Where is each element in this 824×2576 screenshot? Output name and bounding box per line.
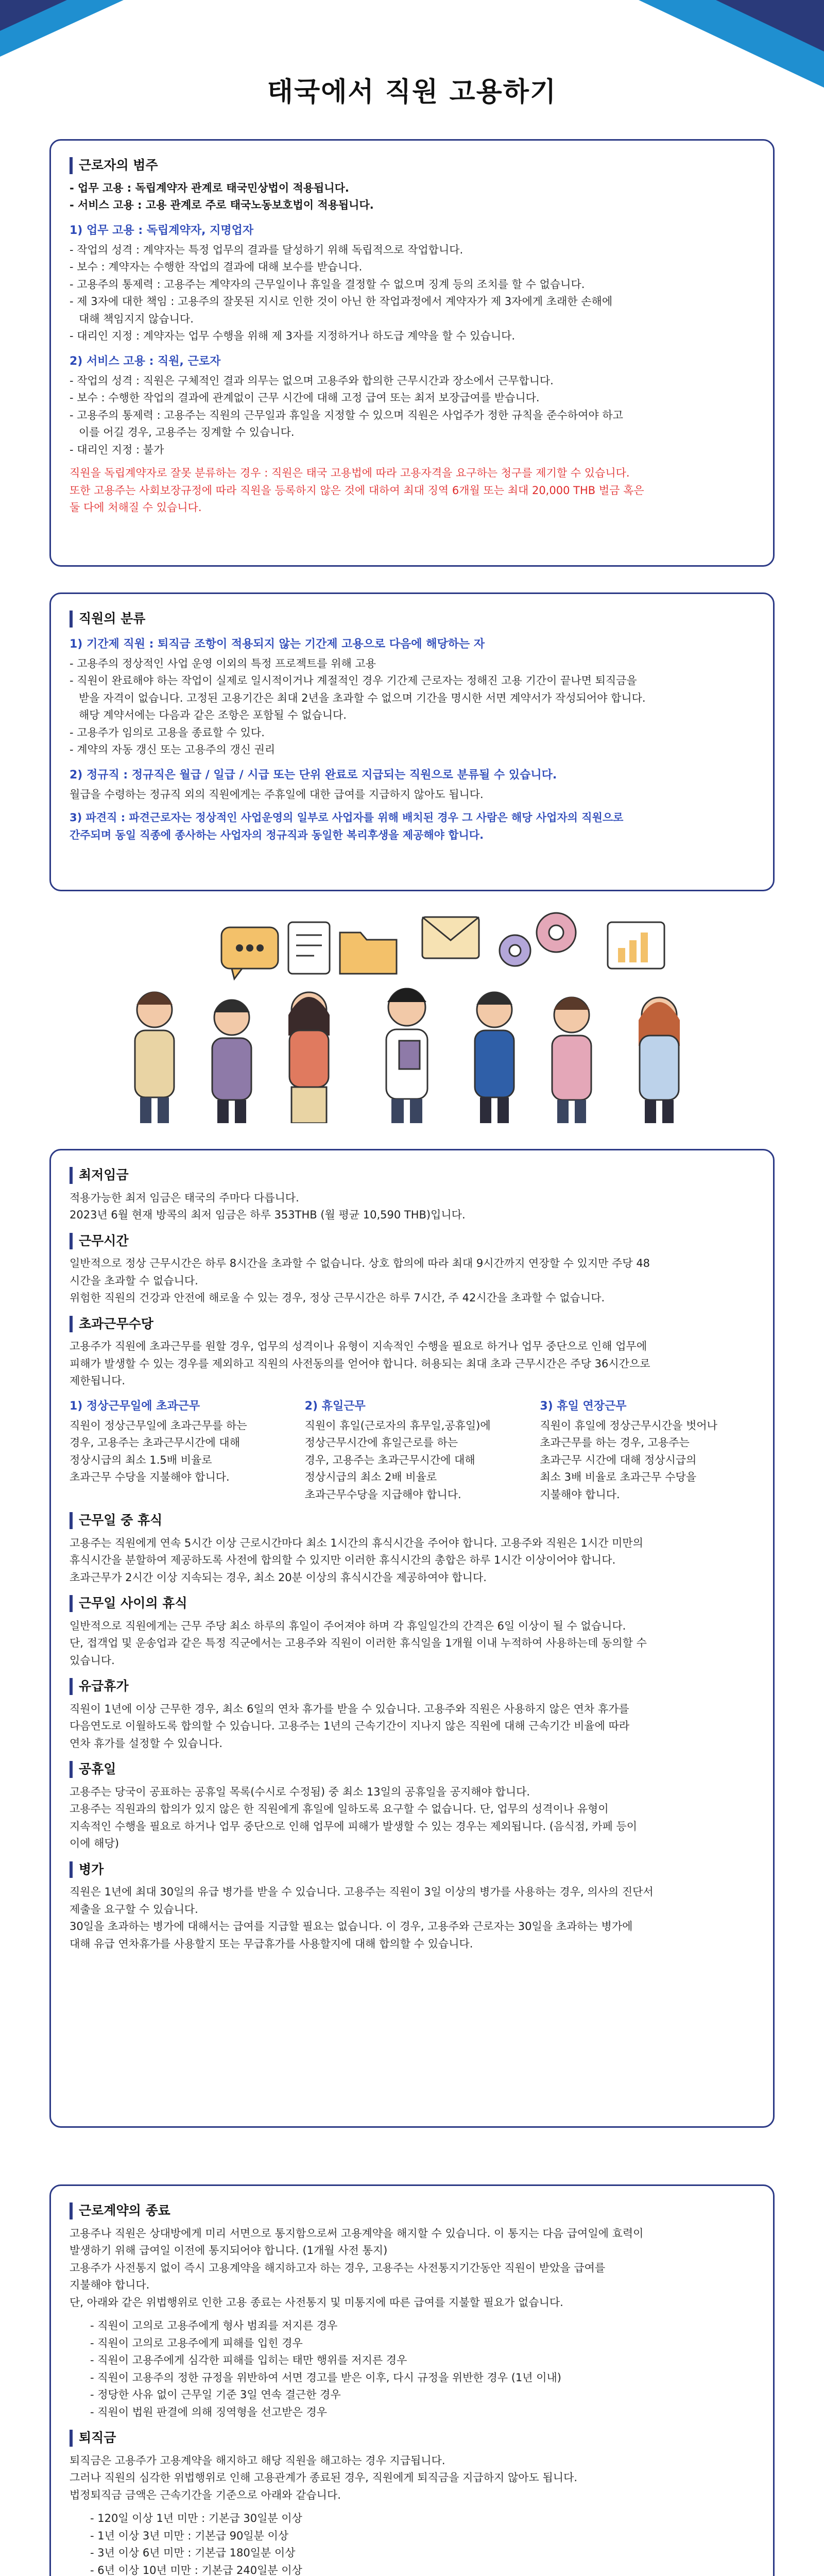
scope-intro-2: - 서비스 고용 : 고용 관계로 주로 태국노동보호법이 적용됩니다.	[70, 199, 374, 211]
severance-table	[70, 2511, 754, 2576]
list-item: - 3년 이상 6년 미만 : 기본급 180일분 이상	[90, 2547, 296, 2559]
text-line: 제출을 요구할 수 있습니다.	[70, 1903, 198, 1916]
text-line: 정상근무시간에 휴일근로를 하는	[304, 1436, 458, 1449]
list-item: - 고용주가 임의로 고용을 종료할 수 있다.	[70, 726, 265, 739]
text-line: 정상시급의 최소 2배 비율로	[304, 1471, 437, 1483]
misconduct-list	[70, 2318, 754, 2420]
text-line: 고용주는 직원과의 합의가 있지 않은 한 직원에게 휴일에 일하도록 요구할 수 없습니다. 단, 업무의 성격이나 유형이	[70, 1803, 609, 1815]
scope-heading: 근로자의 범주	[70, 157, 754, 174]
text-line: 피해가 발생할 수 있는 경우를 제외하고 직원의 사전동의를 얻어야 합니다. 허용되는 최대 초과 근무시간은 주당 36시간으로	[70, 1357, 650, 1370]
text-line: 지불해야 합니다.	[70, 2279, 150, 2291]
text-line: 다음연도로 이월하도록 합의할 수 있습니다. 고용주는 1년의 근속기간이 지나지 않은 직원에 대해 근속기간 비율에 따라	[70, 1720, 630, 1732]
list-item: - 6년 이상 10년 미만 : 기본급 240일분 이상	[90, 2564, 302, 2576]
text-line: 초과근무가 2시간 이상 지속되는 경우, 최소 20분 이상의 휴식시간을 제공하여야 합니다.	[70, 1571, 487, 1584]
break-heading: 근무일 중 휴식	[70, 1512, 754, 1529]
text-line: 초과근무를 하는 경우, 고용주는	[540, 1436, 690, 1449]
person-figure	[475, 992, 514, 1123]
person-figure	[639, 997, 680, 1123]
dispatch-line-2: 간주되며 동일 직종에 종사하는 사업자의 정규직과 동일한 복리후생을 제공해야 합니다.	[70, 828, 484, 841]
text-line: 휴식시간을 분할하여 제공하도록 사전에 합의할 수 있지만 이러한 휴식시간의 총합은 하루 1시간 이상이어야 합니다.	[70, 1554, 616, 1566]
gear-icon-large	[537, 913, 576, 952]
text-line: 경우, 고용주는 초과근무시간에 대해	[304, 1453, 475, 1466]
work-employment-heading: 1) 업무 고용 : 독립계약자, 지명업자	[70, 224, 254, 237]
overtime-columns	[70, 1398, 754, 1504]
service-employment-heading: 2) 서비스 고용 : 직원, 근로자	[70, 354, 221, 368]
text-line: 초과근무 수당을 지불해야 합니다.	[70, 1471, 230, 1483]
classification-box	[49, 592, 775, 891]
text-line: 퇴직금은 고용주가 고용계약을 해지하고 해당 직원을 해고하는 경우 지급됩니다.	[70, 2454, 445, 2467]
text-line: 직원이 정상근무일에 초과근무를 하는	[70, 1419, 247, 1432]
classification-heading: 직원의 분류	[70, 611, 754, 628]
folder-icon	[340, 933, 397, 974]
list-item: - 계약의 자동 갱신 또는 고용주의 갱신 권리	[70, 743, 276, 756]
text-line: 직원이 휴일에 정상근무시간을 벗어나	[540, 1419, 717, 1432]
text-line: 발생하기 위해 급여일 이전에 통지되어야 합니다. (1개월 사전 통지)	[70, 2244, 388, 2257]
text-line: 최소 3배 비율로 초과근무 수당을	[540, 1471, 697, 1483]
list-item: - 고용주의 정상적인 사업 운영 이외의 특정 프로젝트를 위해 고용	[70, 657, 376, 670]
text-line: 적용가능한 최저 임금은 태국의 주마다 다릅니다.	[70, 1191, 299, 1204]
text-line: 2023년 6월 현재 방콕의 최저 임금은 하루 353THB (월 평균 10,590 THB)입니다.	[70, 1209, 466, 1221]
list-item: - 정당한 사유 없이 근무일 기준 3일 연속 결근한 경우	[90, 2388, 341, 2401]
text-line: 지불해야 합니다.	[540, 1488, 620, 1501]
list-item: - 보수 : 수행한 작업의 결과에 관계없이 근무 시간에 대해 고정 급여 또는 최저 보장급여를 받습니다.	[70, 392, 540, 404]
text-line: 고용주나 직원은 상대방에게 미리 서면으로 통지함으로써 고용계약을 해지할 수 있습니다. 이 통지는 다음 급여일에 효력이	[70, 2227, 644, 2240]
text-line: 직원이 1년에 이상 근무한 경우, 최소 6일의 연차 휴가를 받을 수 있습니다. 고용주와 직원은 사용하지 않은 연차 휴가를	[70, 1702, 629, 1715]
minwage-heading: 최저임금	[70, 1167, 754, 1184]
sick-leave-heading: 병가	[70, 1861, 754, 1878]
text-line: 위험한 직원의 건강과 안전에 해로울 수 있는 경우, 정상 근무시간은 하루 7시간, 주 42시간을 초과할 수 없습니다.	[70, 1292, 605, 1304]
text-line: 연차 휴가를 설정할 수 있습니다.	[70, 1737, 223, 1750]
text-line: 대해 유급 연차휴가를 사용할지 또는 무급휴가를 사용할지에 대해 합의할 수 있습니다.	[70, 1937, 473, 1950]
list-item: 받을 자격이 없습니다. 고정된 고용기간은 최대 2년을 초과할 수 없으며 기간을 명시한 서면 계약서가 작성되어야 합니다.	[79, 691, 646, 704]
column-heading: 3) 휴일 연장근무	[540, 1399, 627, 1413]
text-line: 지속적인 수행을 필요로 하거나 업무 중단으로 인해 업무에 피해가 발생할 수 있는 경우는 제외됩니다. (음식점, 카페 등이	[70, 1820, 638, 1833]
text-line: 법정퇴직금 금액은 근속기간을 기준으로 아래와 같습니다.	[70, 2488, 341, 2501]
text-line: 고용주가 사전통지 없이 즉시 고용계약을 해지하고자 하는 경우, 고용주는 사전통지기간동안 직원이 받았을 급여를	[70, 2261, 606, 2274]
fixed-term-heading: 1) 기간제 직원 : 퇴직금 조항이 적용되지 않는 기간제 고용으로 다음에 해당하는 자	[70, 637, 485, 651]
text-line: 단, 접객업 및 운송업과 같은 특정 직군에서는 고용주와 직원이 이러한 휴식일을 1개월 이내 누적하여 사용하는데 동의할 수	[70, 1637, 647, 1649]
overtime-heading: 초과근무수당	[70, 1316, 754, 1333]
column-heading: 2) 휴일근무	[304, 1399, 366, 1413]
document-icon	[288, 922, 330, 974]
list-item: - 작업의 성격 : 계약자는 특정 업무의 결과를 달성하기 위해 독립적으로 작업합니다.	[70, 243, 464, 256]
list-item: - 작업의 성격 : 직원은 구체적인 결과 의무는 없으며 고용주와 합의한 근무시간과 장소에서 근무합니다.	[70, 374, 554, 387]
list-item: - 제 3자에 대한 책임 : 고용주의 잘못된 지시로 인한 것이 아닌 한 작업과정에서 계약자가 제 3자에게 초래한 손해에	[70, 295, 613, 308]
list-item: - 120일 이상 1년 미만 : 기본급 30일분 이상	[90, 2512, 302, 2524]
text-line: 직원은 1년에 최대 30일의 유급 병가를 받을 수 있습니다. 고용주는 직원이 3일 이상의 병가를 사용하는 경우, 의사의 진단서	[70, 1886, 654, 1898]
list-item: 해당 계약서에는 다음과 같은 조항은 포함될 수 없습니다.	[79, 709, 347, 721]
list-item: - 직원이 고의로 고용주에게 피해를 입힌 경우	[90, 2336, 303, 2349]
text-line: 직원이 휴일(근로자의 휴무일,공휴일)에	[304, 1419, 491, 1432]
corner-decoration-left-dark	[0, 0, 67, 31]
gear-icon	[500, 935, 530, 966]
list-item: - 직원이 법원 판결에 의해 징역형을 선고받은 경우	[90, 2405, 328, 2418]
list-item: 대해 책임지지 않습니다.	[79, 312, 194, 325]
chart-icon	[608, 922, 664, 969]
person-figure	[552, 997, 591, 1123]
chat-icon	[221, 927, 278, 979]
person-figure	[288, 992, 330, 1123]
text-line: 경우, 고용주는 초과근무시간에 대해	[70, 1436, 240, 1449]
text-line: 단, 아래와 같은 위법행위로 인한 고용 종료는 사전통지 및 미통지에 따른 급여를 지불할 필요가 없습니다.	[70, 2296, 563, 2309]
overtime-column-regular	[70, 1398, 284, 1504]
regular-note: 월급을 수령하는 정규직 외의 직원에게는 주휴일에 대한 급여를 지급하지 않아도 됩니다.	[70, 788, 484, 801]
page-title: 태국에서 직원 고용하기	[267, 77, 557, 108]
warning-line: 또한 고용주는 사회보장규정에 따라 직원을 등록하지 않은 것에 대하여 최대 징역 6개월 또는 최대 20,000 THB 벌금 혹은	[70, 484, 644, 497]
list-item: - 직원이 고용주에게 심각한 피해를 입히는 태만 행위를 저지른 경우	[90, 2354, 407, 2366]
workers-illustration	[0, 907, 824, 1123]
overtime-column-holiday-extended	[540, 1398, 754, 1504]
person-figure	[386, 988, 427, 1124]
list-item: - 고용주의 통제력 : 고용주는 직원의 근무일과 휴일을 지정할 수 있으며 직원은 사업주가 정한 규칙을 준수하여야 하고	[70, 409, 623, 421]
scope-box	[49, 139, 775, 567]
text-line: 고용주는 직원에게 연속 5시간 이상 근로시간마다 최소 1시간의 휴식시간을 주어야 합니다. 고용주와 직원은 1시간 미만의	[70, 1536, 643, 1549]
person-figure	[135, 992, 174, 1123]
termination-heading: 근로계약의 종료	[70, 2202, 754, 2219]
person-figure	[212, 999, 251, 1123]
text-line: 그러나 직원의 심각한 위법행위로 인해 고용관계가 종료된 경우, 직원에게 퇴직금을 지급하지 않아도 됩니다.	[70, 2471, 578, 2484]
text-line: 일반적으로 직원에게는 근무 주당 최소 하루의 휴일이 주어져야 하며 각 휴일일간의 간격은 6일 이상이 될 수 없습니다.	[70, 1619, 626, 1632]
text-line: 초과근무 시간에 대해 정상시급의	[540, 1453, 697, 1466]
scope-intro-1: - 업무 고용 : 독립계약자 관계로 태국민상법이 적용됩니다.	[70, 181, 349, 194]
text-line: 고용주는 당국이 공표하는 공휴일 목록(수시로 수정됨) 중 최소 13일의 공휴일을 공지해야 합니다.	[70, 1785, 530, 1798]
list-item: - 대리인 지정 : 계약자는 업무 수행을 위해 제 3자를 지정하거나 하도급 계약을 할 수 있습니다.	[70, 330, 516, 342]
rest-between-heading: 근무일 사이의 휴식	[70, 1595, 754, 1612]
termination-box	[49, 2184, 775, 2576]
list-item: - 직원이 고의로 고용주에게 형사 범죄를 저지른 경우	[90, 2319, 338, 2332]
list-item: 이를 어길 경우, 고용주는 징계할 수 있습니다.	[79, 426, 295, 438]
list-item: - 대리인 지정 : 불가	[70, 443, 164, 456]
regular-heading: 2) 정규직 : 정규직은 월급 / 일급 / 시급 또는 단위 완료로 지급되는 직원으로 분류될 수 있습니다.	[70, 768, 557, 782]
hours-heading: 근무시간	[70, 1233, 754, 1250]
overtime-column-holiday	[305, 1398, 520, 1504]
text-line: 있습니다.	[70, 1654, 115, 1667]
text-line: 고용주가 직원에 초과근무를 원할 경우, 업무의 성격이나 유형이 지속적인 수행을 필요로 하거나 업무 중단으로 인해 업무에	[70, 1340, 647, 1352]
misclassification-warning	[70, 465, 754, 516]
dispatch-line-1: 3) 파견직 : 파견근로자는 정상적인 사업운영의 일부로 사업자를 위해 배치된 경우 그 사람은 해당 사업자의 직원으로	[70, 811, 624, 824]
text-line: 이에 해당)	[70, 1837, 119, 1850]
service-employment-list	[70, 373, 754, 459]
conditions-box	[49, 1149, 775, 2128]
list-item: - 1년 이상 3년 미만 : 기본급 90일분 이상	[90, 2529, 289, 2542]
text-line: 정상시급의 최소 1.5배 비율로	[70, 1453, 212, 1466]
work-employment-list	[70, 242, 754, 345]
paid-leave-heading: 유급휴가	[70, 1678, 754, 1695]
public-holiday-heading: 공휴일	[70, 1761, 754, 1778]
column-heading: 1) 정상근무일에 초과근무	[70, 1399, 200, 1413]
list-item: - 직원이 고용주의 정한 규정을 위반하여 서면 경고를 받은 이후, 다시 규정을 위반한 경우 (1년 이내)	[90, 2371, 561, 2384]
text-line: 초과근무수당을 지급해야 합니다.	[304, 1488, 461, 1501]
text-line: 시간을 초과할 수 없습니다.	[70, 1274, 198, 1287]
warning-line: 둘 다에 처해질 수 있습니다.	[70, 501, 202, 514]
text-line: 일반적으로 정상 근무시간은 하루 8시간을 초과할 수 없습니다. 상호 합의에 따라 최대 9시간까지 연장할 수 있지만 주당 48	[70, 1257, 650, 1269]
text-line: 제한됩니다.	[70, 1375, 126, 1387]
warning-line: 직원을 독립계약자로 잘못 분류하는 경우 : 직원은 태국 고용법에 따라 고용자격을 요구하는 청구를 제기할 수 있습니다.	[70, 467, 630, 479]
severance-heading: 퇴직금	[70, 2430, 754, 2447]
list-item: - 직원이 완료해야 하는 작업이 실제로 일시적이거나 계절적인 경우 기간제 근로자는 정해진 고용 기간이 끝나면 퇴직금을	[70, 674, 637, 687]
list-item: - 보수 : 계약자는 수행한 작업의 결과에 대해 보수를 받습니다.	[70, 261, 363, 273]
list-item: - 고용주의 통제력 : 고용주는 계약자의 근무일이나 휴일을 결정할 수 없으며 징계 등의 조치를 할 수 없습니다.	[70, 278, 585, 291]
text-line: 30일을 초과하는 병가에 대해서는 급여를 지급할 필요는 없습니다. 이 경우, 고용주와 근로자는 30일을 초과하는 병가에	[70, 1920, 633, 1933]
corner-decoration-right-dark	[716, 0, 824, 52]
mail-icon	[422, 917, 479, 958]
